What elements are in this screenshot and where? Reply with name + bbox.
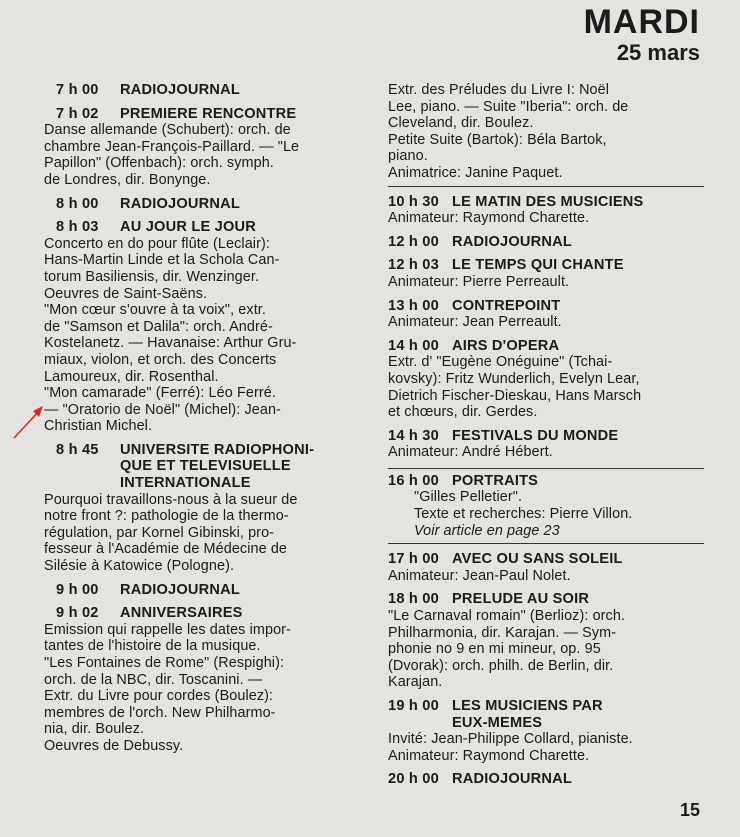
program-description-line: "Mon camarade" (Ferré): Léo Ferré.	[44, 385, 276, 402]
program-description-line: et chœurs, dir. Gerdes.	[388, 404, 538, 421]
program-entry	[388, 591, 704, 691]
program-description-line: Invité: Jean-Philippe Collard, pianiste.	[388, 731, 633, 748]
program-title-line: AU JOUR LE JOUR	[120, 219, 256, 236]
program-description-line: Papillon" (Offenbach): orch. symph.	[44, 155, 274, 172]
program-title	[452, 257, 704, 274]
program-title-line: PREMIERE RENCONTRE	[120, 105, 297, 122]
program-description-line: orch. de la NBC, dir. Toscanini. —	[44, 671, 263, 688]
program-title	[452, 428, 704, 445]
program-title-line: LE TEMPS QUI CHANTE	[452, 257, 624, 274]
program-title-line: CONTREPOINT	[452, 297, 561, 314]
left-column	[44, 82, 366, 762]
program-description-line: Kostelanetz. — Havanaise: Arthur Gru-	[44, 335, 297, 352]
program-time: 8 h 45	[56, 441, 99, 458]
program-description-line: Animatrice: Janine Paquet.	[388, 164, 563, 181]
program-description-line: Concerto en do pour flûte (Leclair):	[44, 235, 270, 252]
program-title-line: RADIOJOURNAL	[120, 581, 240, 598]
program-description-line: fesseur à l'Académie de Médecine de	[44, 541, 288, 558]
program-title	[452, 234, 704, 251]
program-description-line: Animateur: Raymond Charette.	[388, 747, 590, 764]
program-description-line: Extr. des Préludes du Livre I: Noël	[388, 82, 610, 98]
program-time: 16 h 00	[388, 472, 439, 489]
program-heading	[56, 106, 366, 123]
right-column-entries	[388, 194, 704, 788]
continued-entry	[388, 82, 704, 187]
program-description-line: kovsky): Fritz Wunderlich, Evelyn Lear,	[388, 370, 640, 387]
program-description-line: Animateur: Jean-Paul Nolet.	[388, 567, 571, 584]
program-entry	[44, 442, 366, 575]
program-heading	[56, 442, 366, 492]
program-description-line: piano.	[388, 148, 428, 165]
program-description-line: Texte et recherches: Pierre Villon.	[414, 506, 633, 523]
program-description-line: Animateur: Pierre Perreault.	[388, 273, 570, 290]
program-entry	[44, 219, 366, 435]
program-time: 7 h 00	[56, 82, 99, 98]
program-time: 8 h 03	[56, 219, 99, 236]
program-heading	[388, 234, 704, 251]
program-entry	[388, 298, 704, 331]
program-time: 9 h 00	[56, 581, 99, 598]
program-time: 7 h 02	[56, 105, 99, 122]
program-title	[120, 442, 366, 492]
program-heading	[388, 473, 704, 490]
program-description-line: miaux, violon, et orch. des Concerts	[44, 351, 277, 368]
program-title-line: RADIOJOURNAL	[120, 82, 240, 98]
program-title	[120, 196, 366, 213]
program-description-line: nia, dir. Boulez.	[44, 721, 145, 738]
program-description-line: "Gilles Pelletier".	[414, 489, 523, 506]
program-title	[452, 771, 704, 788]
program-time: 17 h 00	[388, 551, 439, 568]
program-heading	[56, 219, 366, 236]
program-description-line: Philharmonia, dir. Karajan. — Sym-	[388, 624, 617, 641]
program-description-line: Oeuvres de Debussy.	[44, 737, 184, 754]
program-time: 12 h 03	[388, 257, 439, 274]
program-description-line: Extr. du Livre pour cordes (Boulez):	[44, 688, 274, 705]
date-heading: 25 mars	[616, 40, 700, 65]
program-time: 10 h 30	[388, 193, 439, 210]
program-description-line: torum Basiliensis, dir. Wenzinger.	[44, 268, 260, 285]
program-title-line: FESTIVALS DU MONDE	[452, 427, 619, 444]
program-description-line: Danse allemande (Schubert): orch. de	[44, 122, 291, 139]
program-entry	[44, 605, 366, 754]
program-description-line: Cleveland, dir. Boulez.	[388, 115, 534, 132]
program-description-line: Extr. d' "Eugène Onéguine" (Tchai-	[388, 354, 613, 371]
program-description-line: Emission qui rappelle les dates impor-	[44, 621, 291, 638]
program-heading	[388, 338, 704, 355]
program-description-line: phonie no 9 en mi mineur, op. 95	[388, 641, 601, 658]
program-description-line: Oeuvres de Saint-Saëns.	[44, 285, 208, 302]
red-arrow-icon	[12, 402, 46, 442]
program-title-line: PRELUDE AU SOIR	[452, 591, 590, 608]
program-heading	[56, 196, 366, 213]
program-entry	[388, 771, 704, 788]
program-heading	[56, 82, 366, 99]
program-description-line: notre front ?: pathologie de la thermo-	[44, 508, 289, 525]
program-title-line: INTERNATIONALE	[120, 475, 251, 492]
program-description-line: "Les Fontaines de Rome" (Respighi):	[44, 655, 285, 671]
program-title-line: QUE ET TELEVISUELLE	[120, 458, 291, 475]
program-description-line: Pourquoi travaillons-nous à la sueur de	[44, 491, 298, 508]
program-description-line: Animateur: Jean Perreault.	[388, 314, 562, 331]
program-heading	[388, 551, 704, 568]
program-heading	[388, 428, 704, 445]
program-title-line: EUX-MEMES	[452, 714, 543, 731]
program-entry	[388, 194, 704, 227]
program-title	[120, 582, 366, 599]
program-title	[452, 194, 704, 211]
program-title	[452, 338, 704, 355]
program-title-line: LES MUSICIENS PAR	[452, 698, 603, 714]
program-description-line: Lamoureux, dir. Rosenthal.	[44, 368, 219, 385]
program-description-line: régulation, par Kornel Gibinski, pro-	[44, 524, 275, 541]
program-heading	[388, 194, 704, 211]
program-entry	[388, 428, 704, 461]
program-heading	[388, 698, 704, 731]
program-description-line: chambre Jean-François-Paillard. — "Le	[44, 138, 300, 155]
program-entry	[44, 106, 366, 189]
program-title-line: AIRS D'OPERA	[452, 337, 560, 354]
program-description-line: tantes de l'histoire de la musique.	[44, 638, 261, 655]
program-time: 12 h 00	[388, 233, 439, 250]
program-title	[452, 551, 704, 568]
program-time: 18 h 00	[388, 591, 439, 608]
article-reference: Voir article en page 23	[414, 522, 560, 539]
program-description-line: Karajan.	[388, 674, 443, 691]
program-description-line: Petite Suite (Bartok): Béla Bartok,	[388, 131, 607, 148]
right-column	[388, 82, 704, 795]
program-description-line: de Londres, dir. Bonynge.	[44, 171, 211, 188]
program-time: 9 h 02	[56, 605, 99, 622]
program-description-line: "Mon cœur s'ouvre à ta voix", extr.	[44, 302, 267, 319]
program-title	[120, 219, 366, 236]
program-title-line: UNIVERSITE RADIOPHONI-	[120, 441, 315, 458]
program-time: 14 h 00	[388, 337, 439, 354]
program-entry	[388, 257, 704, 290]
program-title-line: RADIOJOURNAL	[120, 195, 240, 212]
day-heading: MARDI	[583, 3, 700, 41]
program-entry	[44, 582, 366, 599]
program-description-line: Dietrich Fischer-Dieskau, Hans Marsch	[388, 387, 642, 404]
program-description-line: Animateur: Raymond Charette.	[388, 210, 590, 227]
program-title-line: RADIOJOURNAL	[452, 771, 572, 788]
program-title	[120, 605, 366, 622]
program-entry	[388, 698, 704, 764]
program-title	[120, 106, 366, 123]
program-description-line: (Dvorak): orch. philh. de Berlin, dir.	[388, 657, 614, 674]
program-time: 14 h 30	[388, 427, 439, 444]
program-heading	[388, 771, 704, 788]
program-description-line: Christian Michel.	[44, 418, 153, 435]
program-title	[452, 473, 704, 490]
program-heading	[56, 605, 366, 622]
page-number: 15	[679, 800, 700, 820]
program-heading	[56, 582, 366, 599]
program-heading	[388, 591, 704, 608]
program-entry	[388, 468, 704, 544]
program-title-line: RADIOJOURNAL	[452, 233, 572, 250]
program-description-line: — "Oratorio de Noël" (Michel): Jean-	[44, 401, 281, 418]
program-title	[452, 298, 704, 315]
program-title-line: LE MATIN DES MUSICIENS	[452, 193, 644, 210]
program-description-line: membres de l'orch. New Philharmo-	[44, 704, 276, 721]
program-title-line: PORTRAITS	[452, 472, 539, 489]
program-description-line: "Le Carnaval romain" (Berlioz): orch.	[388, 608, 626, 625]
program-description-line: Animateur: André Hébert.	[388, 444, 553, 461]
program-description-line: Lee, piano. — Suite "Iberia": orch. de	[388, 98, 629, 115]
program-heading	[388, 257, 704, 274]
program-title	[452, 698, 704, 731]
program-entry	[388, 551, 704, 584]
program-time: 8 h 00	[56, 195, 99, 212]
program-entry	[44, 82, 366, 99]
program-description-line: Hans-Martin Linde et la Schola Can-	[44, 252, 280, 269]
program-title-line: AVEC OU SANS SOLEIL	[452, 551, 623, 568]
program-heading	[388, 298, 704, 315]
program-description-line: de "Samson et Dalila": orch. André-	[44, 318, 273, 335]
program-title	[120, 82, 366, 99]
program-title-line: ANNIVERSAIRES	[120, 605, 243, 622]
program-time: 20 h 00	[388, 771, 439, 788]
program-time: 13 h 00	[388, 297, 439, 314]
program-entry	[44, 196, 366, 213]
program-time: 19 h 00	[388, 698, 439, 714]
program-entry	[388, 338, 704, 421]
program-entry	[388, 234, 704, 251]
program-description-line: Silésie à Katowice (Pologne).	[44, 558, 235, 575]
program-title	[452, 591, 704, 608]
